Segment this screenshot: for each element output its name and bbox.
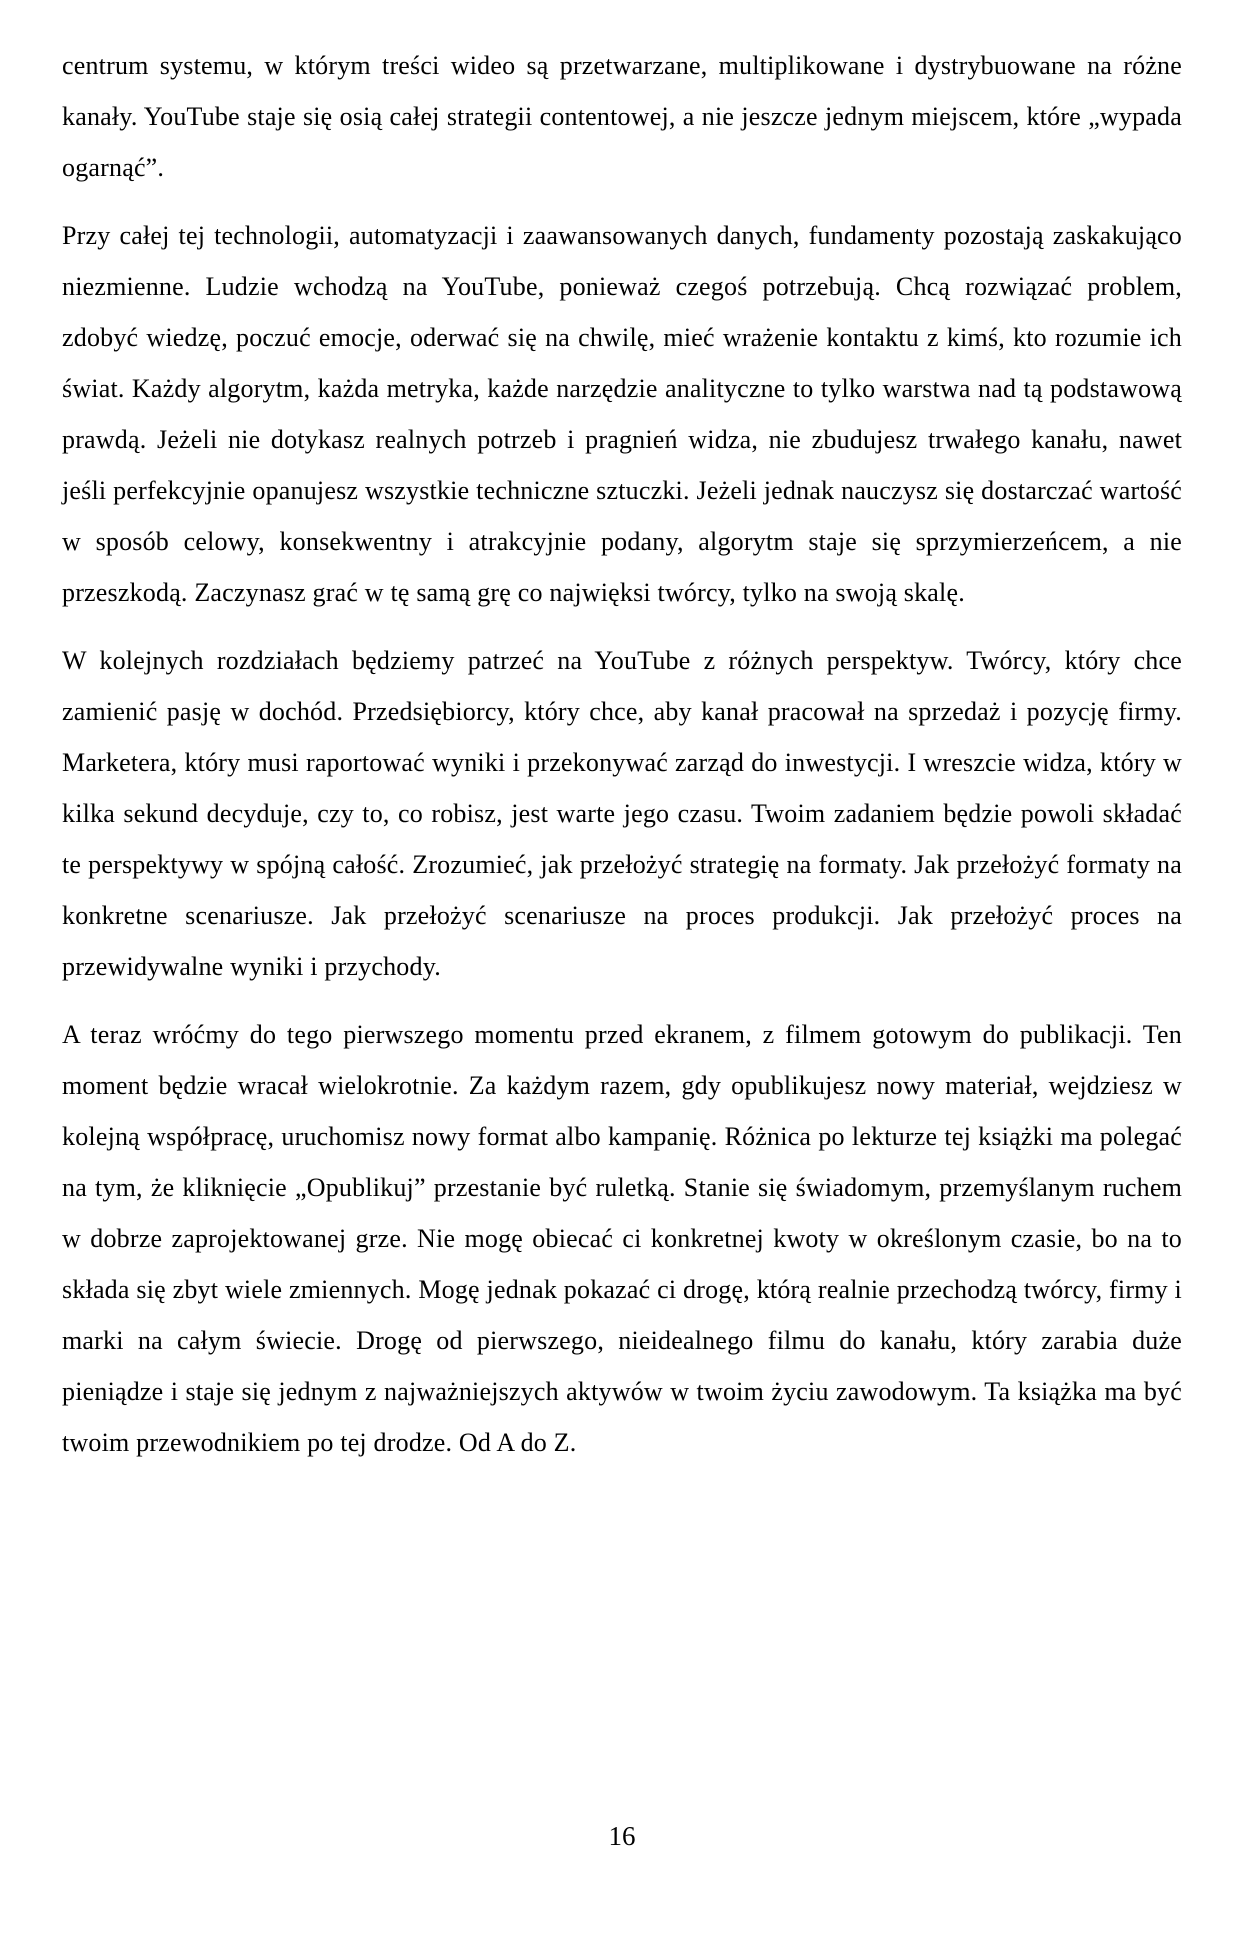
page-number: 16 [608,1821,636,1851]
paragraph-2: Przy całej tej technologii, automatyzacji i zaawansowanych danych, fundamenty pozostają zaskakująco niezmienne. Ludzie wchodzą na YouTube, ponieważ czegoś potrzebują. Chcą rozwiązać problem, zdobyć wiedzę, poczuć emocje, oderwać się na chwilę, mieć wrażenie kontaktu z kimś, kto rozumie ich świat. Każdy algorytm, każda metryka, każde narzędzie analityczne to tylko warstwa nad tą podstawową prawdą. Jeżeli nie dotykasz realnych potrzeb i pragnień widza, nie zbudujesz trwałego kanału, nawet jeśli perfekcyjnie opanujesz wszystkie techniczne sztuczki. Jeżeli jednak nauczysz się dostarczać wartość w sposób celowy, konsekwentny i atrakcyjnie podany, algorytm staje się sprzymierzeńcem, a nie przeszkodą. Zaczynasz grać w tę samą grę co najwięksi twórcy, tylko na swoją skalę. [62,221,1182,607]
page-footer [0,1823,1244,1850]
paragraph-4: A teraz wróćmy do tego pierwszego momentu przed ekranem, z filmem gotowym do publikacji. Ten moment będzie wracał wielokrotnie. Za każdym razem, gdy opublikujesz nowy materiał, wejdziesz w kolejną współpracę, uruchomisz nowy format albo kampanię. Różnica po lekturze tej książki ma polegać na tym, że kliknięcie „Opublikuj” przestanie być ruletką. Stanie się świadomym, przemyślanym ruchem w dobrze zaprojektowanej grze. Nie mogę obiecać ci konkretnej kwoty w określonym czasie, bo na to składa się zbyt wiele zmiennych. Mogę jednak pokazać ci drogę, którą realnie przechodzą twórcy, firmy i marki na całym świecie. Drogę od pierwszego, nieidealnego filmu do kanału, który zarabia duże pieniądze i staje się jednym z najważniejszych aktywów w twoim życiu zawodowym. Ta książka ma być twoim przewodnikiem po tej drodze. Od A do Z. [62,1020,1182,1457]
paragraph-3: W kolejnych rozdziałach będziemy patrzeć na YouTube z różnych perspektyw. Twórcy, który chce zamienić pasję w dochód. Przedsiębiorcy, który chce, aby kanał pracował na sprzedaż i pozycję firmy. Marketera, który musi raportować wyniki i przekonywać zarząd do inwestycji. I wreszcie widza, który w kilka sekund decyduje, czy to, co robisz, jest warte jego czasu. Twoim zadaniem będzie powoli składać te perspektywy w spójną całość. Zrozumieć, jak przełożyć strategię na formaty. Jak przełożyć formaty na konkretne scenariusze. Jak przełożyć scenariusze na proces produkcji. Jak przełożyć proces na przewidywalne wyniki i przychody. [62,646,1182,981]
page-body-text [62,40,1182,1468]
paragraph-1: centrum systemu, w którym treści wideo są przetwarzane, multiplikowane i dystrybuowane na różne kanały. YouTube staje się osią całej strategii contentowej, a nie jeszcze jednym miejscem, które „wypada ogarnąć”. [62,51,1182,182]
